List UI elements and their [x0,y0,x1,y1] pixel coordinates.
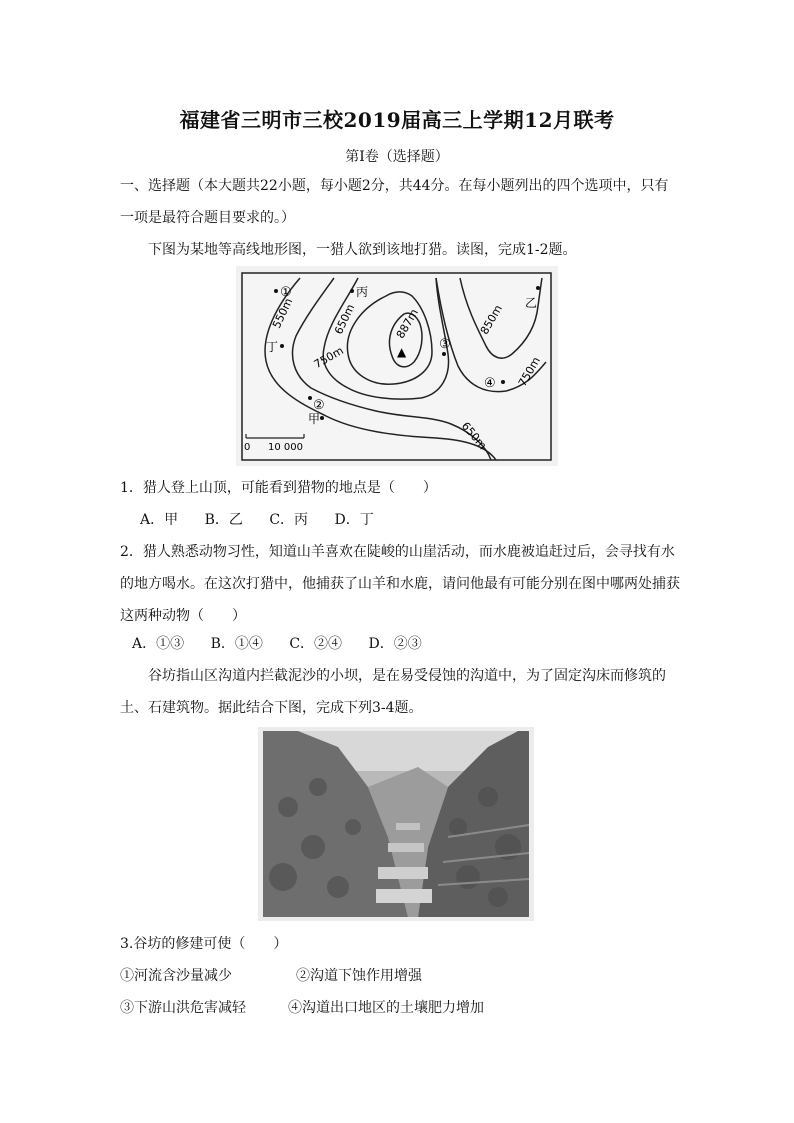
point-marker [274,289,278,293]
contour-label: 850m [477,302,505,337]
contour-label: 750m [311,343,346,372]
point-marker [350,289,354,293]
scale-zero: 0 [244,442,251,453]
question-3-stem: 3.谷坊的修建可使（ ） [120,936,288,952]
option-a: A．①③ [132,636,185,652]
point-label-2: ② [313,398,325,413]
contour-label: 750m [515,354,543,389]
option-b: B．①④ [210,636,263,652]
question-1-stem: 1．猎人登上山顶，可能看到猎物的地点是（ ） [120,480,437,496]
point-marker [308,396,312,400]
point-label-3: ③ [439,337,451,352]
question-2-options [132,628,692,660]
section-intro: 一、选择题（本大题共22小题，每小题2分，共44分。在每小题列出的四个选项中，只有一项是最符合题目要求的。） [120,178,669,226]
section-subtitle: 第Ⅰ卷（选择题） [345,149,449,165]
question-group-intro: 下图为某地等高线地形图，一猎人欲到该地打猎。读图，完成1-2题。 [148,242,577,258]
option-d: D．丁 [334,512,374,528]
contour-label: 650m [458,419,490,453]
point-marker [501,380,505,384]
point-label-yi: 乙 [525,296,538,310]
question-1-options [140,504,700,536]
page-title: 福建省三明市三校2019届高三上学期12月联考 [179,108,615,132]
point-label-4: ④ [484,376,496,391]
check-dam-illustration [258,727,534,921]
point-label-1: ① [280,285,292,300]
point-label-bing: 丙 [356,285,369,299]
question-3-item-2: ②沟道下蚀作用增强 [296,968,422,984]
question-group-intro: 谷坊指山区沟道内拦截泥沙的小坝，是在易受侵蚀的沟道中，为了固定沟床而修筑的土、石建筑物。据此结合下图，完成下列3-4题。 [120,668,666,716]
option-a: A．甲 [140,512,179,528]
point-marker [280,344,284,348]
point-label-ding: 丁 [266,340,279,354]
point-label-jia: 甲 [308,412,321,426]
contour-label: 650m [332,302,358,337]
question-3-item-3: ③下游山洪危害减轻 [120,1000,246,1016]
option-c: C．丙 [269,512,309,528]
question-2-stem: 2．猎人熟悉动物习性，知道山羊喜欢在陡峻的山崖活动，而水鹿被追赶过后，会寻找有水的地方喝水。在这次打猎中，他捕获了山羊和水鹿，请问他最有可能分别在图中哪两处捕获这两种动物（ ） [120,544,680,624]
peak-symbol: ▲ [397,345,407,359]
check-dam-photo [258,727,534,921]
scale-value: 10 000 [268,442,303,453]
question-3-item-1: ①河流含沙量减少 [120,968,232,984]
option-d: D．②③ [368,636,422,652]
point-marker [442,352,446,356]
contour-map [236,266,558,466]
contour-map-figure [236,266,558,466]
point-marker [320,416,324,420]
contour-label: 550m [270,296,296,331]
option-b: B．乙 [204,512,243,528]
option-c: C．②④ [289,636,343,652]
point-marker [536,286,540,290]
question-3-item-4: ④沟道出口地区的土壤肥力增加 [288,1000,484,1016]
contour-label: 887m [393,306,421,341]
